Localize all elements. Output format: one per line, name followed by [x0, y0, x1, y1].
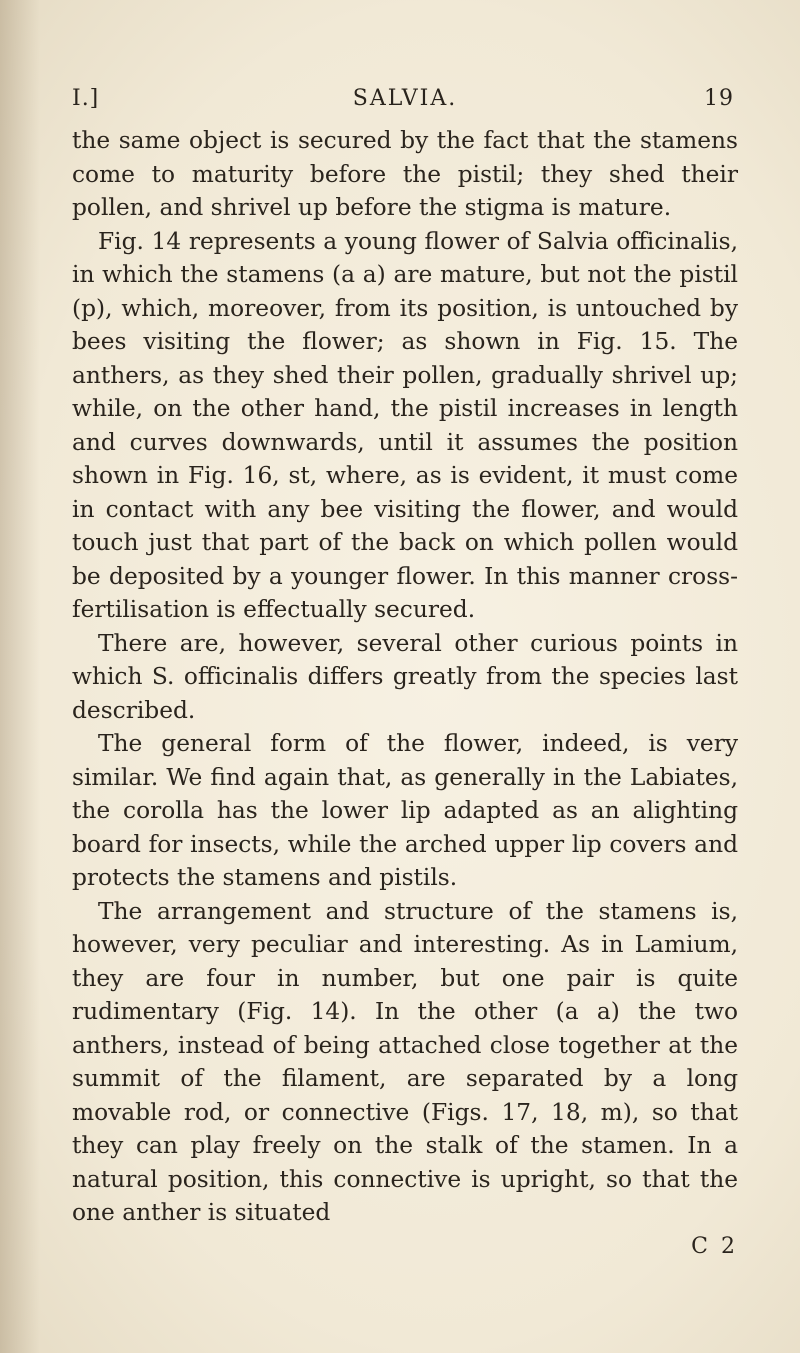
paragraph: There are, however, several other curious points in which S. officinalis differs greatly from the species last described. — [72, 629, 738, 724]
signature-mark: C 2 — [691, 1233, 738, 1259]
running-title: SALVIA. — [352, 86, 458, 111]
gutter-shadow — [0, 0, 40, 1353]
paragraph: Fig. 14 represents a young flower of Salvia officinalis, in which the stamens (a a) are mature, but not the pistil (p), which, moreover, from its position, is untouched by bees visiting the flower; as shown in Fig. 15. The anthers, as they shed their pollen, gradually shrivel up; while, on the other hand, the pistil increases in length and curves downwards, until it assumes the position shown in Fig. 16, st, where, as is evident, it must come in contact with any bee visiting the flower, and would touch just that part of the back on which pollen would be deposited by a younger flower. In this manner cross-fertilisation is effectually secured. — [72, 227, 738, 623]
body-text — [72, 124, 738, 1263]
chapter-marker: I.] — [72, 86, 100, 111]
paragraph: the same object is secured by the fact that the stamens come to maturity before the pistil; they shed their pollen, and shrivel up before the stigma is mature. — [72, 127, 738, 221]
paragraph: The general form of the flower, indeed, is very similar. We find again that, as generally in the Labiates, the corolla has the lower lip adapted as an alighting board for insects, while the arched upper lip covers and protects the stamens and pistils. — [72, 730, 738, 891]
paragraph: The arrangement and structure of the stamens is, however, very peculiar and interesting. As in Lamium, they are four in number, but one pair is quite rudimentary (Fig. 14). In the other (a a) the two anthers, instead of being attached close together at the summit of the filament, are separated by a long movable rod, or connective (Figs. 17, 18, m), so that they can play freely on the stalk of the stamen. In a natural position, this connective is upright, so that the one anther is situated — [72, 897, 738, 1226]
page-number: 19 — [704, 86, 734, 111]
running-header — [72, 86, 738, 116]
